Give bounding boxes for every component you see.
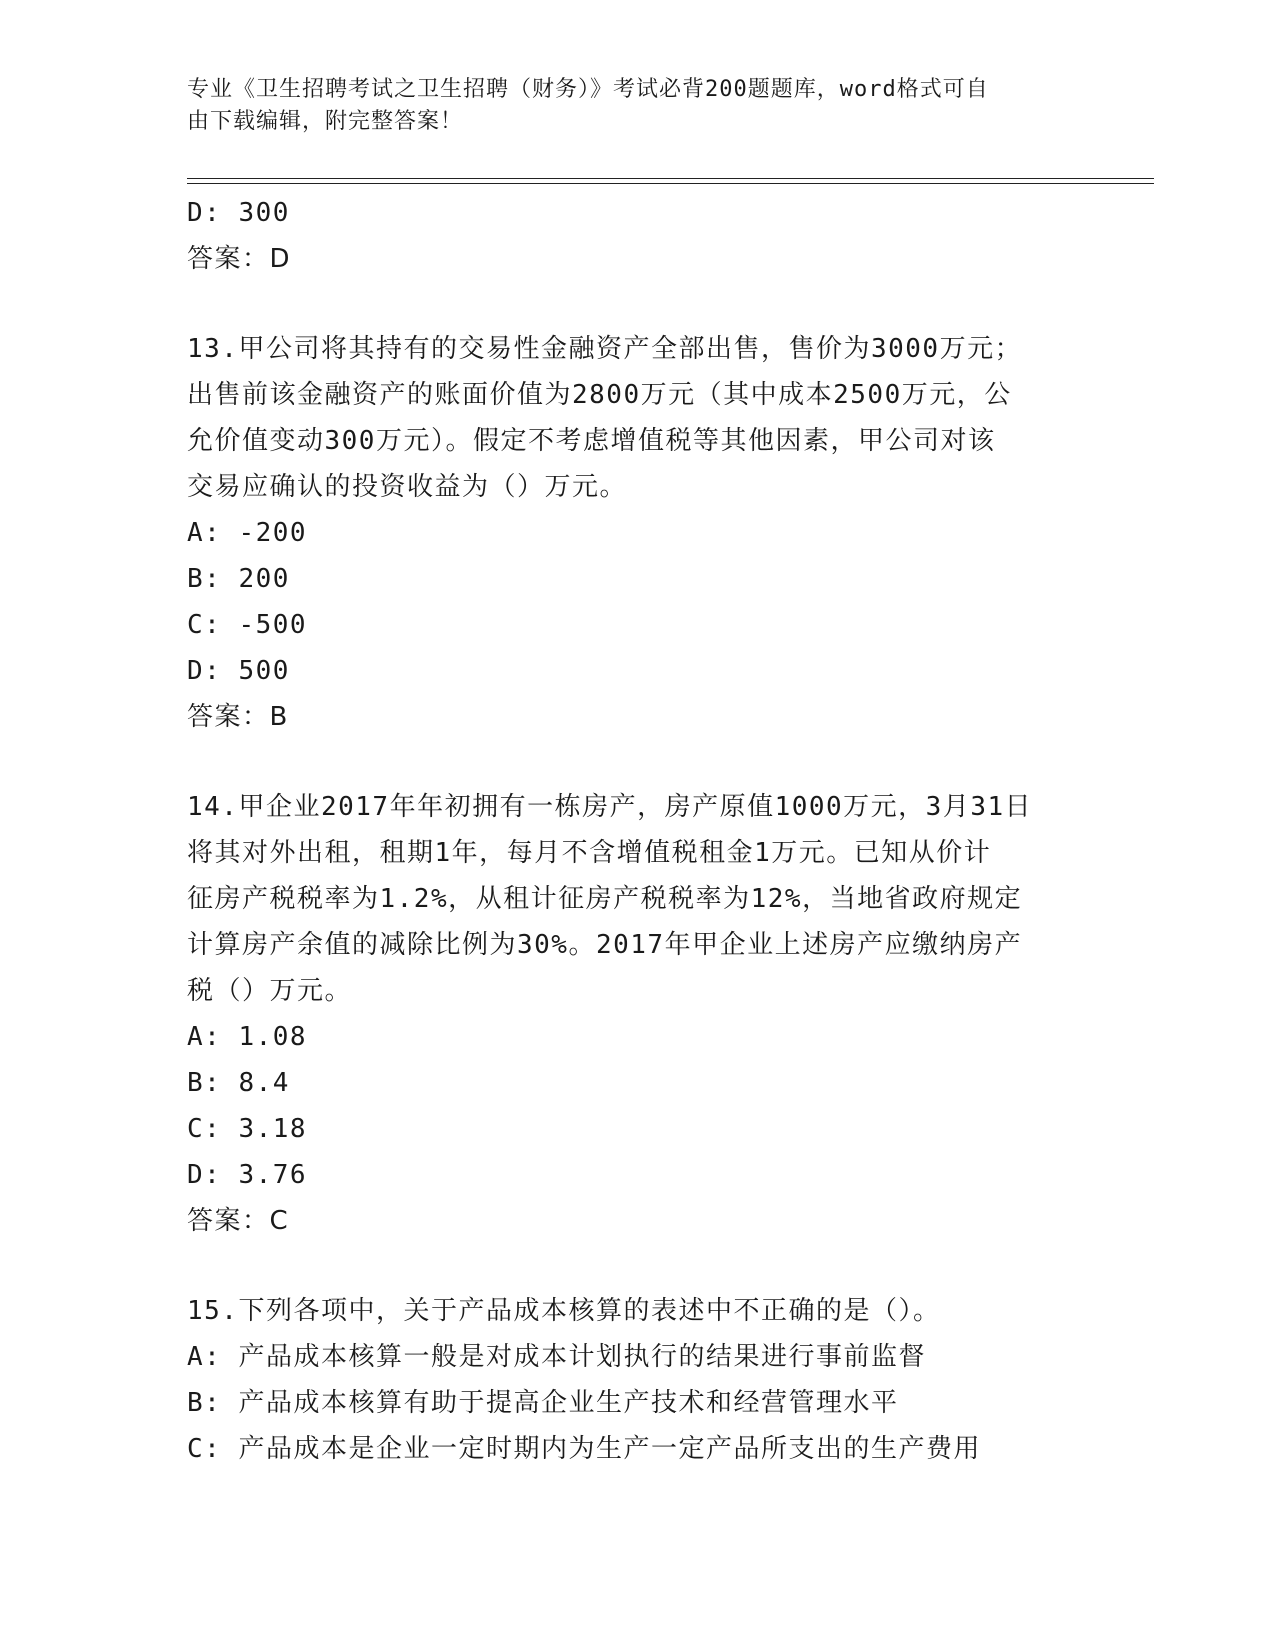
question-14-option-a: A: 1.08 — [187, 1022, 308, 1052]
question-14-line: 将其对外出租，租期1年，每月不含增值税租金1万元。已知从价计 — [187, 838, 992, 868]
header-divider-top — [187, 178, 1154, 179]
question-15-option-c: C: 产品成本是企业一定时期内为生产一定产品所支出的生产费用 — [187, 1434, 981, 1464]
question-15 — [187, 1288, 1067, 1472]
question-13-answer: 答案：B — [187, 702, 289, 732]
question-13-line: 出售前该金融资产的账面价值为2800万元（其中成本2500万元，公 — [187, 380, 1012, 410]
document-header — [187, 74, 1087, 138]
question-14-line: 计算房产余值的减除比例为30%。2017年甲企业上述房产应缴纳房产 — [187, 930, 1023, 960]
question-14-line: 征房产税税率为1.2%，从租计征房产税税率为12%，当地省政府规定 — [187, 884, 1023, 914]
prev-answer: 答案：D — [187, 244, 292, 274]
question-13-line: 允价值变动300万元）。假定不考虑增值税等其他因素，甲公司对该 — [187, 426, 996, 456]
question-14-answer: 答案：C — [187, 1206, 290, 1236]
question-15-line: 15.下列各项中，关于产品成本核算的表述中不正确的是（）。 — [187, 1296, 941, 1326]
question-14-option-b: B: 8.4 — [187, 1068, 290, 1098]
spacer — [187, 1244, 1067, 1288]
question-14-line: 14.甲企业2017年年初拥有一栋房产，房产原值1000万元，3月31日 — [187, 792, 1033, 822]
question-content — [187, 190, 1067, 1472]
question-14-option-c: C: 3.18 — [187, 1114, 308, 1144]
question-13-option-c: C: -500 — [187, 610, 308, 640]
question-14-line: 税（）万元。 — [187, 976, 353, 1006]
question-13-option-a: A: -200 — [187, 518, 308, 548]
question-15-option-a: A: 产品成本核算一般是对成本计划执行的结果进行事前监督 — [187, 1342, 926, 1372]
prev-option-d: D: 300 — [187, 198, 290, 228]
header-line-1: 专业《卫生招聘考试之卫生招聘（财务）》考试必背200题题库，word格式可自 — [187, 77, 989, 102]
question-13-line: 交易应确认的投资收益为（）万元。 — [187, 472, 628, 502]
question-13-option-d: D: 500 — [187, 656, 290, 686]
question-13-option-b: B: 200 — [187, 564, 290, 594]
question-13 — [187, 326, 1067, 740]
spacer — [187, 282, 1067, 326]
question-14 — [187, 784, 1067, 1244]
question-13-line: 13.甲公司将其持有的交易性金融资产全部出售，售价为3000万元； — [187, 334, 1023, 364]
spacer — [187, 740, 1067, 784]
question-15-option-b: B: 产品成本核算有助于提高企业生产技术和经营管理水平 — [187, 1388, 899, 1418]
header-divider-bottom — [187, 183, 1154, 184]
header-line-2: 由下载编辑，附完整答案！ — [187, 109, 464, 134]
question-14-option-d: D: 3.76 — [187, 1160, 308, 1190]
